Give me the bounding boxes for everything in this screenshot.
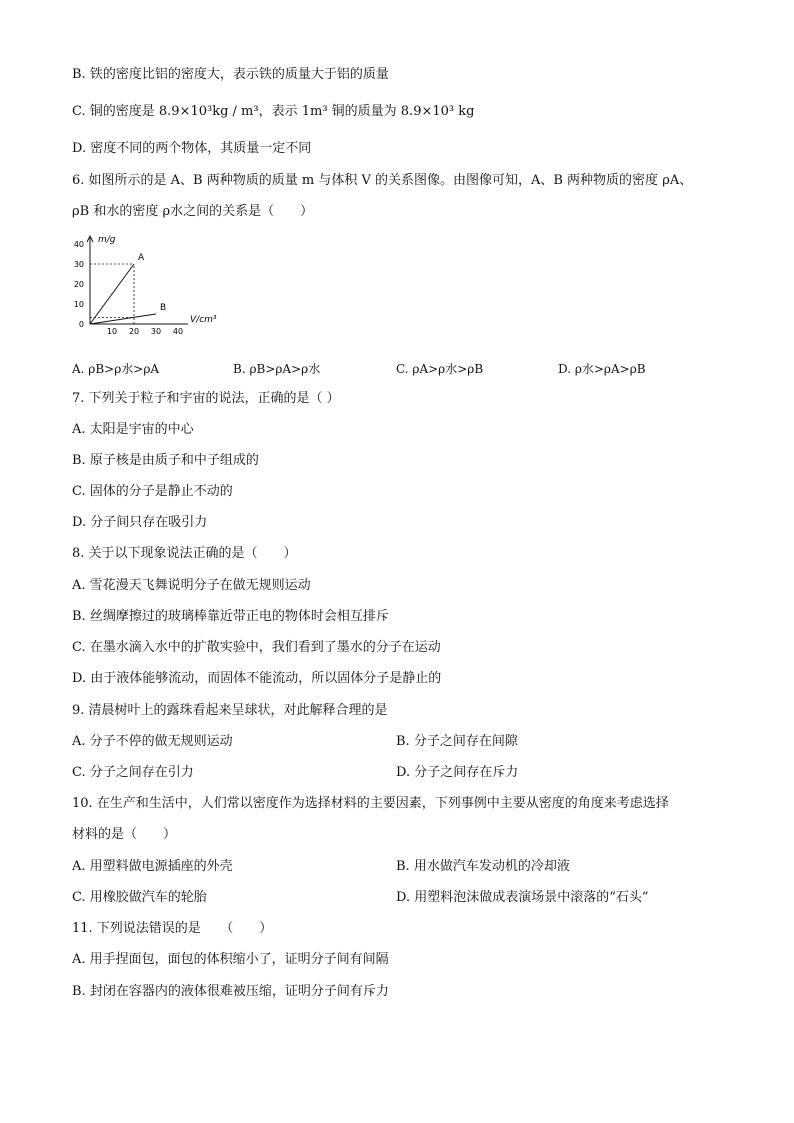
series-label-b: B (160, 303, 167, 313)
x-tick-label: 40 (172, 327, 184, 336)
y-axis-label: m/g (98, 235, 116, 245)
q8-option-a: A. 雪花漫天飞舞说明分子在做无规则运动 (72, 578, 311, 593)
q8-option-d: D. 由于液体能够流动，而固体不能流动，所以固体分子是静止的 (72, 671, 442, 686)
q5-option-d: D. 密度不同的两个物体，其质量一定不同 (72, 141, 312, 156)
series-label-a: A (138, 253, 145, 263)
q7-option-b: B. 原子核是由质子和中子组成的 (72, 453, 259, 468)
q7-option-c: C. 固体的分子是静止不动的 (72, 484, 233, 499)
q10-option-a: A. 用塑料做电源插座的外壳 (72, 859, 233, 874)
q9-option-d: D. 分子之间存在斥力 (396, 765, 519, 780)
q10-stem-line2: 材料的是（ ） (72, 827, 177, 842)
q7-option-a: A. 太阳是宇宙的中心 (72, 422, 194, 437)
q10-option-d: D. 用塑料泡沫做成表演场景中滚落的“石头” (396, 890, 649, 905)
x-tick-label: 10 (106, 327, 118, 336)
x-tick-label: 20 (128, 327, 140, 336)
series-line-a (90, 264, 134, 324)
q6-option-b: B. ρB>ρA>ρ水 (233, 362, 321, 376)
q8-option-b: B. 丝绸摩擦过的玻璃棒靠近带正电的物体时会相互排斥 (72, 609, 389, 624)
q9-option-b: B. 分子之间存在间隙 (396, 734, 518, 749)
q5-option-b: B. 铁的密度比铝的密度大，表示铁的质量大于铝的质量 (72, 67, 389, 82)
series-line-b (90, 314, 156, 324)
y-tick-label: 10 (73, 300, 84, 309)
q11-option-a: A. 用手捏面包，面包的体积缩小了，证明分子间有间隔 (72, 952, 389, 967)
q11-option-b: B. 封闭在容器内的液体很难被压缩，证明分子间有斥力 (72, 984, 389, 999)
x-axis-label: V/cm³ (190, 315, 217, 325)
y-tick-label: 20 (73, 280, 84, 289)
q10-stem-line1: 10. 在生产和生活中，人们常以密度作为选择材料的主要因素，下列事例中主要从密度的角度来考虑选择 (72, 796, 669, 811)
q6-stem-line2: ρB 和水的密度 ρ水之间的关系是（ ） (72, 204, 314, 219)
y-tick-label: 30 (73, 260, 84, 269)
q5-option-c: C. 铜的密度是 8.9×10³kg / m³，表示 1m³ 铜的质量为 8.9×10³ kg (72, 104, 475, 119)
y-tick-label: 0 (78, 320, 84, 329)
q9-option-c: C. 分子之间存在引力 (72, 765, 194, 780)
q6-option-a: A. ρB>ρ水>ρA (72, 362, 160, 376)
q7-stem: 7. 下列关于粒子和宇宙的说法，正确的是（ ） (72, 391, 340, 406)
q9-stem: 9. 清晨树叶上的露珠看起来呈球状，对此解释合理的是 (72, 703, 388, 718)
y-tick-label: 40 (73, 240, 84, 249)
mass-volume-graph (66, 232, 236, 342)
q10-option-c: C. 用橡胶做汽车的轮胎 (72, 890, 207, 905)
q8-stem: 8. 关于以下现象说法正确的是（ ） (72, 546, 297, 561)
q7-option-d: D. 分子间只存在吸引力 (72, 515, 208, 530)
q10-option-b: B. 用水做汽车发动机的冷却液 (396, 859, 570, 874)
q11-stem: 11. 下列说法错误的是 （ ） (72, 921, 273, 936)
x-tick-label: 30 (150, 327, 162, 336)
q9-option-a: A. 分子不停的做无规则运动 (72, 734, 233, 749)
q6-option-d: D. ρ水>ρA>ρB (558, 362, 646, 376)
q6-option-c: C. ρA>ρ水>ρB (396, 362, 484, 376)
q6-stem-line1: 6. 如图所示的是 A、B 两种物质的质量 m 与体积 V 的关系图像。由图像可知，A、B 两种物质的密度 ρA、 (72, 173, 693, 188)
q8-option-c: C. 在墨水滴入水中的扩散实验中，我们看到了墨水的分子在运动 (72, 640, 441, 655)
